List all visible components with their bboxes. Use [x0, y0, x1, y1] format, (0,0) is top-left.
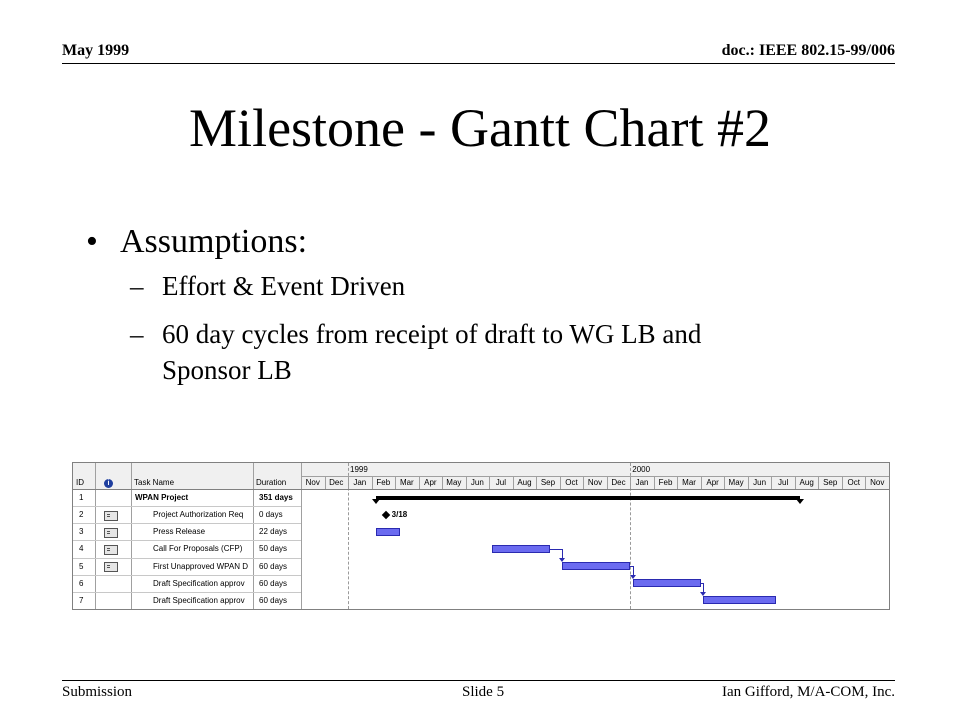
header-doc-id: doc.: IEEE 802.15-99/006	[721, 42, 895, 59]
task-bar	[633, 579, 701, 587]
timescale-month: Aug	[799, 478, 814, 487]
timescale-month: Nov	[587, 478, 603, 487]
grid-line	[560, 476, 561, 489]
dependency-link	[550, 549, 562, 550]
grid-line	[701, 476, 702, 489]
timescale-month: Jun	[470, 478, 484, 487]
timescale-month: Sep	[823, 478, 838, 487]
grid-line	[466, 476, 467, 489]
grid-line	[131, 463, 132, 609]
notes-icon	[104, 528, 118, 538]
grid-line	[395, 476, 396, 489]
task-name: WPAN Project	[135, 493, 189, 502]
timescale-month: Mar	[399, 478, 414, 487]
timescale-month: May	[728, 478, 744, 487]
grid-line	[536, 476, 537, 489]
task-duration: 22 days	[259, 527, 288, 537]
task-duration: 60 days	[259, 578, 288, 588]
summary-bar	[376, 496, 799, 500]
task-duration: 0 days	[259, 510, 283, 520]
subbullet-continuation: Sponsor LB	[162, 355, 292, 385]
timescale-year: 1999	[350, 465, 368, 474]
task-bar	[703, 596, 776, 604]
task-bar	[492, 545, 551, 553]
footer-slide-number: Slide 5	[462, 684, 505, 700]
gantt-chart	[72, 462, 890, 610]
column-header-info	[98, 476, 130, 489]
task-name: Draft Specification approv	[153, 578, 245, 588]
column-header-id: ID	[76, 478, 84, 487]
subbullet-marker: –	[130, 319, 144, 349]
timescale-month: Apr	[706, 478, 719, 487]
slide-title: Milestone - Gantt Chart #2	[189, 98, 771, 158]
milestone-label: 3/18	[391, 510, 408, 520]
grid-line	[301, 463, 302, 609]
subbullet-marker: –	[130, 271, 144, 301]
timescale-month: Mar	[682, 478, 696, 487]
timescale-month: Nov	[870, 478, 885, 487]
grid-line	[795, 476, 796, 489]
task-duration: 60 days	[259, 561, 288, 571]
timescale-month: Sep	[540, 478, 556, 487]
header-rule	[62, 63, 895, 64]
grid-line	[865, 476, 866, 489]
column-header-task-name: Task Name	[134, 478, 175, 487]
footer-submission: Submission	[62, 684, 133, 700]
grid-line	[748, 476, 749, 489]
bullet-marker: •	[86, 223, 98, 260]
subbullet-text: Effort & Event Driven	[162, 271, 406, 301]
footer-author: Ian Gifford, M/A-COM, Inc.	[721, 684, 895, 700]
subbullet-text: 60 day cycles from receipt of draft to WG LB and	[162, 319, 702, 349]
timescale-month: Jul	[495, 478, 507, 487]
task-id: 1	[79, 493, 84, 502]
info-icon: i	[104, 479, 113, 488]
task-name: Draft Specification approv	[153, 595, 245, 605]
timescale-month: Oct	[565, 478, 578, 487]
grid-line	[818, 476, 819, 489]
timescale-month: Jan	[353, 478, 367, 487]
timescale-month: Feb	[658, 478, 673, 487]
task-id: 6	[79, 578, 84, 588]
milestone-diamond	[381, 510, 389, 518]
grid-line	[253, 463, 254, 609]
task-name: Press Release	[153, 527, 206, 537]
summary-start-marker	[372, 499, 380, 504]
task-id: 2	[79, 510, 84, 520]
task-duration: 60 days	[259, 595, 288, 605]
timescale-month: Jun	[753, 478, 767, 487]
task-id: 3	[79, 527, 84, 537]
grid-line	[372, 476, 373, 489]
grid-line	[724, 476, 725, 489]
grid-line	[583, 476, 584, 489]
task-id: 4	[79, 544, 84, 554]
timescale-month: Dec	[611, 478, 626, 487]
bullet-text: Assumptions:	[120, 223, 308, 260]
footer-rule	[62, 680, 895, 681]
grid-line	[489, 476, 490, 489]
grid-line	[95, 463, 96, 609]
timescale-year: 2000	[632, 465, 651, 474]
timescale-month: Nov	[305, 478, 320, 487]
notes-icon	[104, 511, 118, 521]
timescale-month: Apr	[424, 478, 437, 487]
grid-line	[771, 476, 772, 489]
grid-line	[607, 476, 608, 489]
dependency-arrowhead	[630, 575, 636, 579]
grid-line	[419, 476, 420, 489]
task-name: Call For Proposals (CFP)	[153, 544, 243, 554]
notes-icon	[104, 545, 118, 555]
grid-line	[513, 476, 514, 489]
dependency-arrowhead	[700, 592, 706, 596]
year-divider	[348, 463, 349, 609]
grid-line	[442, 476, 443, 489]
grid-line	[677, 476, 678, 489]
subbullet-effort	[130, 268, 405, 304]
year-divider	[630, 463, 631, 609]
timescale-month: Jul	[778, 478, 789, 487]
task-duration: 50 days	[259, 544, 288, 554]
column-header-duration: Duration	[256, 478, 287, 487]
grid-line	[842, 476, 843, 489]
task-name: First Unapproved WPAN D	[153, 561, 248, 571]
grid-line	[654, 476, 655, 489]
task-bar	[562, 562, 630, 570]
header-date: May 1999	[62, 42, 130, 59]
grid-line	[301, 476, 889, 477]
task-duration: 351 days	[259, 493, 293, 502]
subbullet-cycles	[130, 316, 701, 352]
task-bar	[376, 528, 400, 536]
timescale-month: Jan	[635, 478, 649, 487]
timescale-month: Feb	[376, 478, 391, 487]
task-name: Project Authorization Req	[153, 510, 244, 520]
task-id: 5	[79, 561, 84, 571]
dependency-arrowhead	[559, 558, 565, 562]
bullet-assumptions	[86, 220, 307, 264]
notes-icon	[104, 562, 118, 572]
timescale-month: May	[446, 478, 462, 487]
summary-end-marker	[796, 499, 804, 504]
grid-line	[325, 476, 326, 489]
timescale-month: Oct	[847, 478, 860, 487]
task-id: 7	[79, 595, 84, 605]
timescale-month: Aug	[517, 478, 532, 487]
timescale-month: Dec	[329, 478, 344, 487]
